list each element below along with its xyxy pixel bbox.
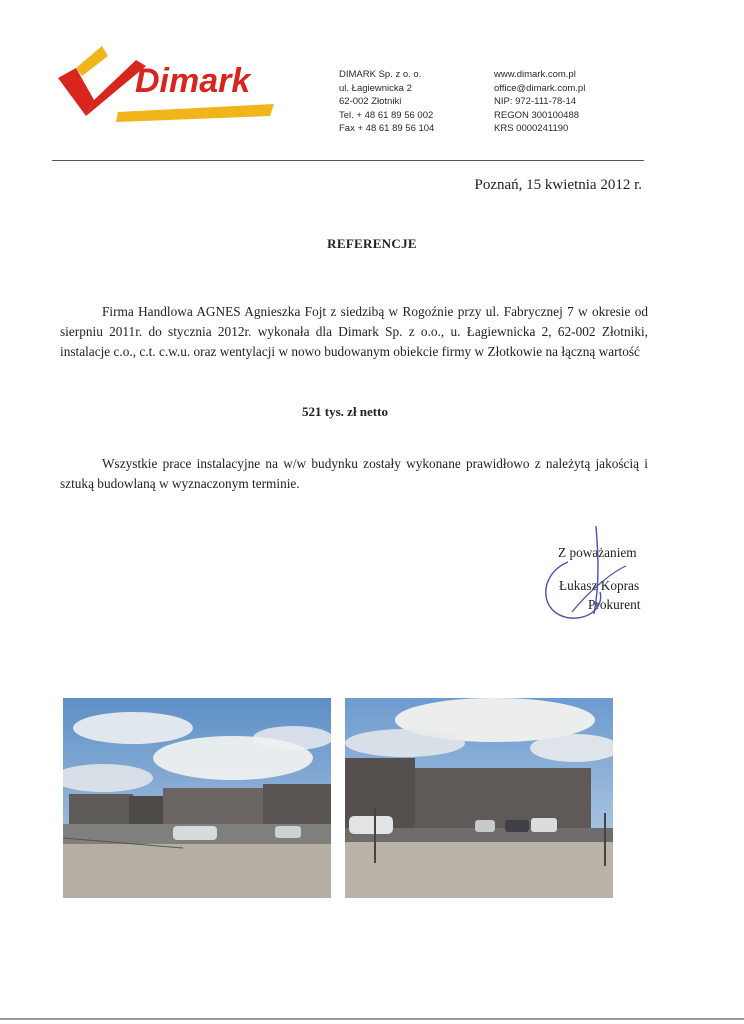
signatory-name: Łukasz Kopras — [559, 578, 640, 593]
company-tel: Tel. + 48 61 89 56 002 — [339, 109, 434, 121]
company-krs: KRS 0000241190 — [494, 123, 569, 134]
company-address-block — [339, 68, 434, 136]
company-website[interactable]: www.dimark.com.pl — [494, 69, 576, 80]
company-city: 62-002 Złotniki — [339, 96, 402, 107]
warehouse-photo-icon — [63, 698, 331, 898]
closing-phrase: Z poważaniem — [558, 545, 637, 560]
company-name: DIMARK Sp. z o. o. — [339, 69, 422, 80]
letter-title: REFERENCJE — [327, 236, 417, 251]
company-nip: NIP: 972-111-78-14 — [494, 96, 577, 107]
handwritten-signature — [528, 522, 641, 632]
signatory-role: Prokurent — [588, 597, 641, 612]
quality-paragraph: Wszystkie prace instalacyjne na w/w budynku zostały wykonane prawidłowo z należytą jakością i sztuką budowlaną w wyznaczonym terminie. — [60, 456, 648, 491]
company-fax: Fax + 48 61 89 56 104 — [339, 123, 435, 134]
logo-wordmark: Dimark — [135, 62, 251, 100]
letter-date: Poznań, 15 kwietnia 2012 r. — [474, 177, 642, 193]
contract-amount: 521 tys. zł netto — [302, 404, 388, 419]
company-street: ul. Łagiewnicka 2 — [339, 82, 412, 94]
building-photo-right — [345, 698, 613, 898]
company-registry-block — [494, 68, 585, 136]
company-regon: REGON 300100488 — [494, 109, 580, 121]
header-divider — [52, 160, 644, 161]
page-bottom-edge — [0, 1018, 744, 1020]
company-email[interactable]: office@dimark.com.pl — [494, 82, 586, 94]
reference-paragraph: Firma Handlowa AGNES Agnieszka Fojt z siedzibą w Rogoźnie przy ul. Fabrycznej 7 w okresie od sierpniu 2011r. do stycznia 2012r. wykonała dla Dimark Sp. z o.o., u. Łagiewnicka 2, 62-002 Złotniki, instalacje c.o., c.t. c.w.u. oraz wentylacji w nowo budowanym obiekcie firmy w Złotkowie na łączną wartość — [60, 304, 648, 359]
building-photo-left — [63, 698, 331, 898]
warehouse-photo-icon — [345, 698, 613, 898]
